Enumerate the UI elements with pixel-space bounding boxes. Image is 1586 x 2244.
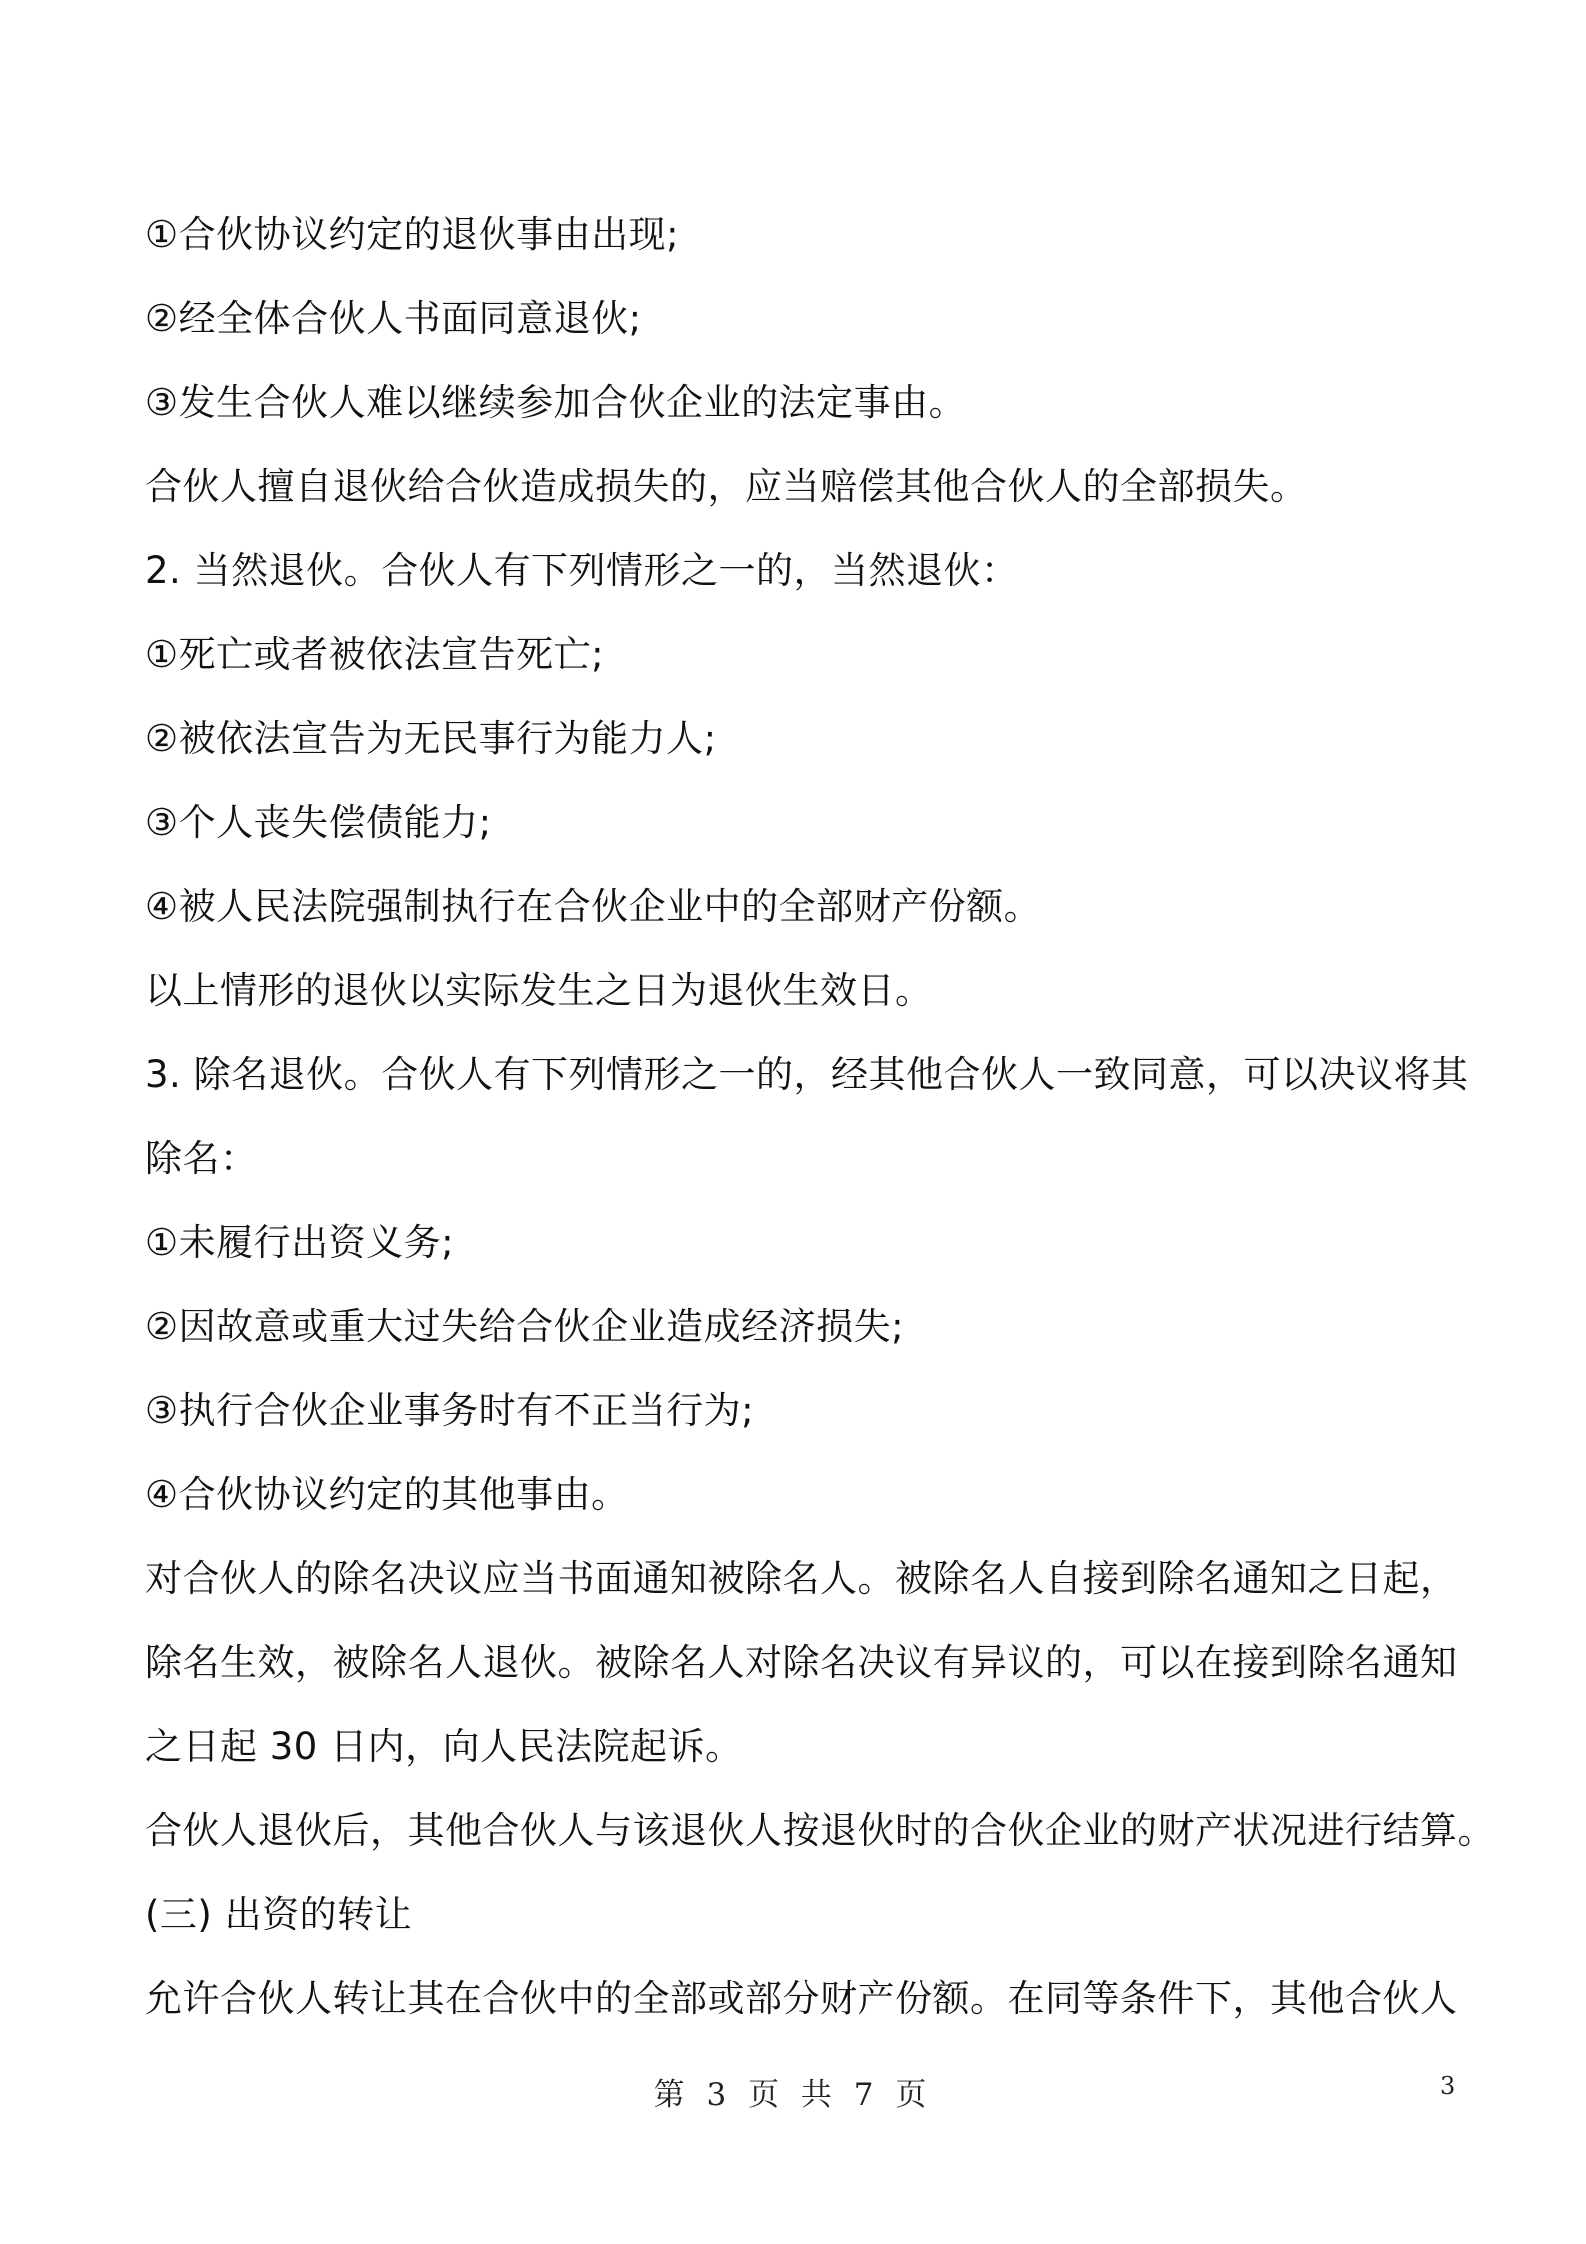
text-line: ①未履行出资义务; — [145, 1221, 455, 1264]
text-line: ③发生合伙人难以继续参加合伙企业的法定事由。 — [145, 381, 967, 424]
text-line: 之日起 30 日内，向人民法院起诉。 — [145, 1725, 743, 1768]
text-line: 除名生效，被除名人退伙。被除名人对除名决议有异议的，可以在接到除名通知 — [145, 1641, 1458, 1684]
text-line: ④被人民法院强制执行在合伙企业中的全部财产份额。 — [145, 885, 1042, 928]
text-line: ②被依法宣告为无民事行为能力人; — [145, 717, 717, 760]
text-line: ②经全体合伙人书面同意退伙; — [145, 297, 642, 340]
text-line: 2. 当然退伙。合伙人有下列情形之一的，当然退伙： — [145, 549, 1019, 592]
page-footer — [0, 2070, 1586, 2120]
text-line: 以上情形的退伙以实际发生之日为退伙生效日。 — [145, 969, 933, 1012]
text-line: ③执行合伙企业事务时有不正当行为; — [145, 1389, 755, 1432]
text-line: 允许合伙人转让其在合伙中的全部或部分财产份额。在同等条件下，其他合伙人 — [145, 1977, 1458, 2020]
text-line: 3. 除名退伙。合伙人有下列情形之一的，经其他合伙人一致同意，可以决议将其 — [145, 1053, 1469, 1096]
text-line: 合伙人退伙后，其他合伙人与该退伙人按退伙时的合伙企业的财产状况进行结算。 — [145, 1809, 1495, 1852]
section-heading: (三) 出资的转让 — [145, 1893, 413, 1936]
page-number: 3 — [1440, 2072, 1456, 2100]
text-line: ②因故意或重大过失给合伙企业造成经济损失; — [145, 1305, 905, 1348]
text-line: ①死亡或者被依法宣告死亡; — [145, 633, 605, 676]
text-line: 对合伙人的除名决议应当书面通知被除名人。被除名人自接到除名通知之日起， — [145, 1557, 1458, 1600]
text-line: 除名： — [145, 1137, 258, 1180]
text-line: ③个人丧失偿债能力; — [145, 801, 492, 844]
page-count-label: 第 3 页 共 7 页 — [653, 2077, 933, 2113]
text-line: 合伙人擅自退伙给合伙造成损失的，应当赔偿其他合伙人的全部损失。 — [145, 465, 1308, 508]
document-body — [145, 193, 1495, 2041]
text-line: ④合伙协议约定的其他事由。 — [145, 1473, 629, 1516]
text-line: ①合伙协议约定的退伙事由出现; — [145, 213, 680, 256]
